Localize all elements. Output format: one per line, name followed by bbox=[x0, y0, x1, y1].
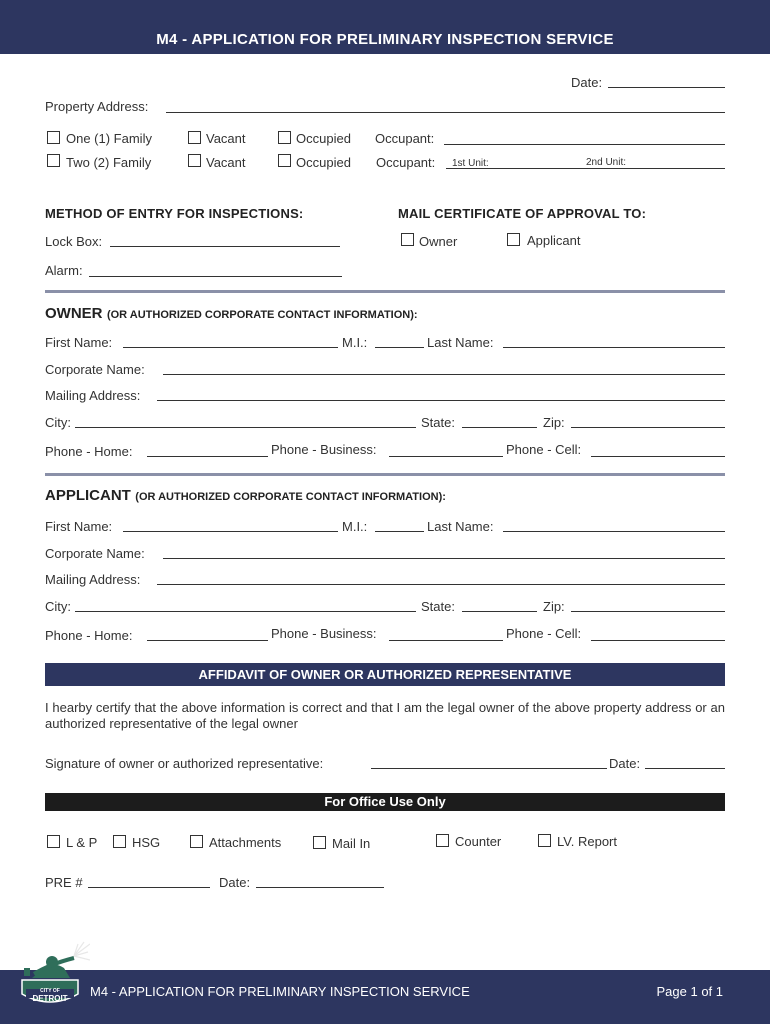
applicant-phone-business-label: Phone - Business: bbox=[271, 626, 377, 641]
applicant-state-field[interactable] bbox=[462, 611, 537, 612]
applicant-first-name-field[interactable] bbox=[123, 531, 338, 532]
owner-phone-cell-field[interactable] bbox=[591, 456, 725, 457]
method-of-entry-heading: METHOD OF ENTRY FOR INSPECTIONS: bbox=[45, 206, 304, 221]
owner-mailing-address-label: Mailing Address: bbox=[45, 388, 141, 403]
owner-first-name-field[interactable] bbox=[123, 347, 338, 348]
applicant-phone-home-label: Phone - Home: bbox=[45, 628, 133, 643]
applicant-mailing-address-field[interactable] bbox=[157, 584, 725, 585]
mail-applicant-label: Applicant bbox=[527, 233, 581, 248]
mail-in-label: Mail In bbox=[332, 836, 371, 851]
form-title: M4 - APPLICATION FOR PRELIMINARY INSPECTION SERVICE bbox=[156, 31, 614, 48]
applicant-corporate-name-field[interactable] bbox=[163, 558, 725, 559]
applicant-zip-label: Zip: bbox=[543, 599, 565, 614]
attachments-checkbox[interactable] bbox=[190, 835, 203, 848]
first-unit-label: 1st Unit: bbox=[452, 158, 489, 169]
owner-mi-label: M.I.: bbox=[342, 335, 368, 350]
attachments-label: Attachments bbox=[209, 835, 282, 850]
section-divider-applicant bbox=[45, 473, 725, 476]
applicant-mailing-address-label: Mailing Address: bbox=[45, 572, 141, 587]
property-address-field[interactable] bbox=[166, 112, 725, 113]
date-field[interactable] bbox=[608, 87, 725, 88]
applicant-phone-home-field[interactable] bbox=[147, 640, 268, 641]
hsg-checkbox[interactable] bbox=[113, 835, 126, 848]
applicant-mi-label: M.I.: bbox=[342, 519, 368, 534]
lock-box-field[interactable] bbox=[110, 246, 340, 247]
applicant-first-name-label: First Name: bbox=[45, 519, 113, 534]
owner-first-name-label: First Name: bbox=[45, 335, 113, 350]
office-date-label: Date: bbox=[219, 875, 251, 890]
property-address-label: Property Address: bbox=[45, 99, 149, 114]
pre-number-label: PRE # bbox=[45, 875, 83, 890]
applicant-title: APPLICANT bbox=[45, 487, 131, 504]
mail-applicant-checkbox[interactable] bbox=[507, 233, 520, 246]
counter-checkbox[interactable] bbox=[436, 834, 449, 847]
city-of-detroit-logo bbox=[10, 940, 90, 1020]
page-number: Page 1 of 1 bbox=[656, 984, 723, 999]
owner-city-label: City: bbox=[45, 415, 71, 430]
logo-text-top: CITY OF bbox=[40, 988, 60, 994]
occupant-label-1: Occupant: bbox=[375, 131, 435, 146]
applicant-phone-cell-field[interactable] bbox=[591, 640, 725, 641]
owner-state-field[interactable] bbox=[462, 427, 537, 428]
owner-phone-home-label: Phone - Home: bbox=[45, 444, 133, 459]
one-family-checkbox[interactable] bbox=[47, 131, 60, 144]
pre-number-field[interactable] bbox=[88, 887, 210, 888]
owner-corporate-name-field[interactable] bbox=[163, 374, 725, 375]
city-logo-icon bbox=[10, 940, 90, 1020]
vacant-label-2: Vacant bbox=[206, 155, 246, 170]
applicant-subtitle: (OR AUTHORIZED CORPORATE CONTACT INFORMATION): bbox=[135, 491, 446, 503]
lp-label: L & P bbox=[66, 835, 98, 850]
office-date-field[interactable] bbox=[256, 887, 384, 888]
applicant-heading bbox=[45, 487, 446, 505]
applicant-phone-cell-label: Phone - Cell: bbox=[506, 626, 582, 641]
affidavit-heading: AFFIDAVIT OF OWNER OR AUTHORIZED REPRESENTATIVE bbox=[45, 663, 725, 686]
two-family-label: Two (2) Family bbox=[66, 155, 152, 170]
owner-last-name-label: Last Name: bbox=[427, 335, 494, 350]
owner-state-label: State: bbox=[421, 415, 455, 430]
alarm-field[interactable] bbox=[89, 276, 342, 277]
signature-date-label: Date: bbox=[609, 756, 641, 771]
logo-text-bottom: DETROIT bbox=[32, 994, 68, 1003]
footer-title: M4 - APPLICATION FOR PRELIMINARY INSPECTION SERVICE bbox=[90, 984, 470, 999]
occupied-checkbox-1[interactable] bbox=[278, 131, 291, 144]
hsg-label: HSG bbox=[132, 835, 161, 850]
owner-mi-field[interactable] bbox=[375, 347, 424, 348]
occupant-label-2: Occupant: bbox=[376, 155, 436, 170]
owner-subtitle: (OR AUTHORIZED CORPORATE CONTACT INFORMATION): bbox=[106, 309, 418, 321]
owner-city-field[interactable] bbox=[75, 427, 416, 428]
owner-zip-field[interactable] bbox=[571, 427, 725, 428]
signature-label: Signature of owner or authorized representative: bbox=[45, 756, 324, 771]
applicant-zip-field[interactable] bbox=[571, 611, 725, 612]
owner-zip-label: Zip: bbox=[543, 415, 565, 430]
second-unit-label: 2nd Unit: bbox=[586, 157, 627, 168]
signature-date-field[interactable] bbox=[645, 768, 725, 769]
occupied-checkbox-2[interactable] bbox=[278, 154, 291, 167]
mail-certificate-heading: MAIL CERTIFICATE OF APPROVAL TO: bbox=[398, 206, 647, 221]
owner-phone-business-label: Phone - Business: bbox=[271, 442, 377, 457]
lv-report-checkbox[interactable] bbox=[538, 834, 551, 847]
occupied-label-2: Occupied bbox=[296, 155, 351, 170]
applicant-city-label: City: bbox=[45, 599, 71, 614]
applicant-state-label: State: bbox=[421, 599, 455, 614]
owner-mailing-address-field[interactable] bbox=[157, 400, 725, 401]
counter-label: Counter bbox=[455, 834, 502, 849]
owner-corporate-name-label: Corporate Name: bbox=[45, 362, 145, 377]
occupant-field-1[interactable] bbox=[444, 144, 725, 145]
owner-phone-home-field[interactable] bbox=[147, 456, 268, 457]
applicant-last-name-field[interactable] bbox=[503, 531, 725, 532]
applicant-last-name-label: Last Name: bbox=[427, 519, 494, 534]
owner-phone-business-field[interactable] bbox=[389, 456, 503, 457]
vacant-checkbox-1[interactable] bbox=[188, 131, 201, 144]
office-use-heading: For Office Use Only bbox=[45, 793, 725, 811]
mail-owner-label: Owner bbox=[419, 234, 458, 249]
signature-field[interactable] bbox=[371, 768, 607, 769]
owner-heading bbox=[45, 305, 418, 323]
owner-title: OWNER bbox=[45, 305, 103, 322]
lp-checkbox[interactable] bbox=[47, 835, 60, 848]
affidavit-text: I hearby certify that the above information is correct and that I am the legal owner of the above property address or an authorized representative of the legal owner bbox=[45, 700, 725, 731]
applicant-city-field[interactable] bbox=[75, 611, 416, 612]
owner-last-name-field[interactable] bbox=[503, 347, 725, 348]
mail-in-checkbox[interactable] bbox=[313, 836, 326, 849]
lv-report-label: LV. Report bbox=[557, 834, 617, 849]
two-family-checkbox[interactable] bbox=[47, 154, 60, 167]
lock-box-label: Lock Box: bbox=[45, 234, 103, 249]
alarm-label: Alarm: bbox=[45, 263, 83, 278]
date-label: Date: bbox=[571, 75, 603, 90]
one-family-label: One (1) Family bbox=[66, 131, 152, 146]
applicant-corporate-name-label: Corporate Name: bbox=[45, 546, 145, 561]
mail-owner-checkbox[interactable] bbox=[401, 233, 414, 246]
section-divider-owner bbox=[45, 290, 725, 293]
applicant-mi-field[interactable] bbox=[375, 531, 424, 532]
applicant-phone-business-field[interactable] bbox=[389, 640, 503, 641]
vacant-label-1: Vacant bbox=[206, 131, 246, 146]
owner-phone-cell-label: Phone - Cell: bbox=[506, 442, 582, 457]
vacant-checkbox-2[interactable] bbox=[188, 154, 201, 167]
occupied-label-1: Occupied bbox=[296, 131, 351, 146]
